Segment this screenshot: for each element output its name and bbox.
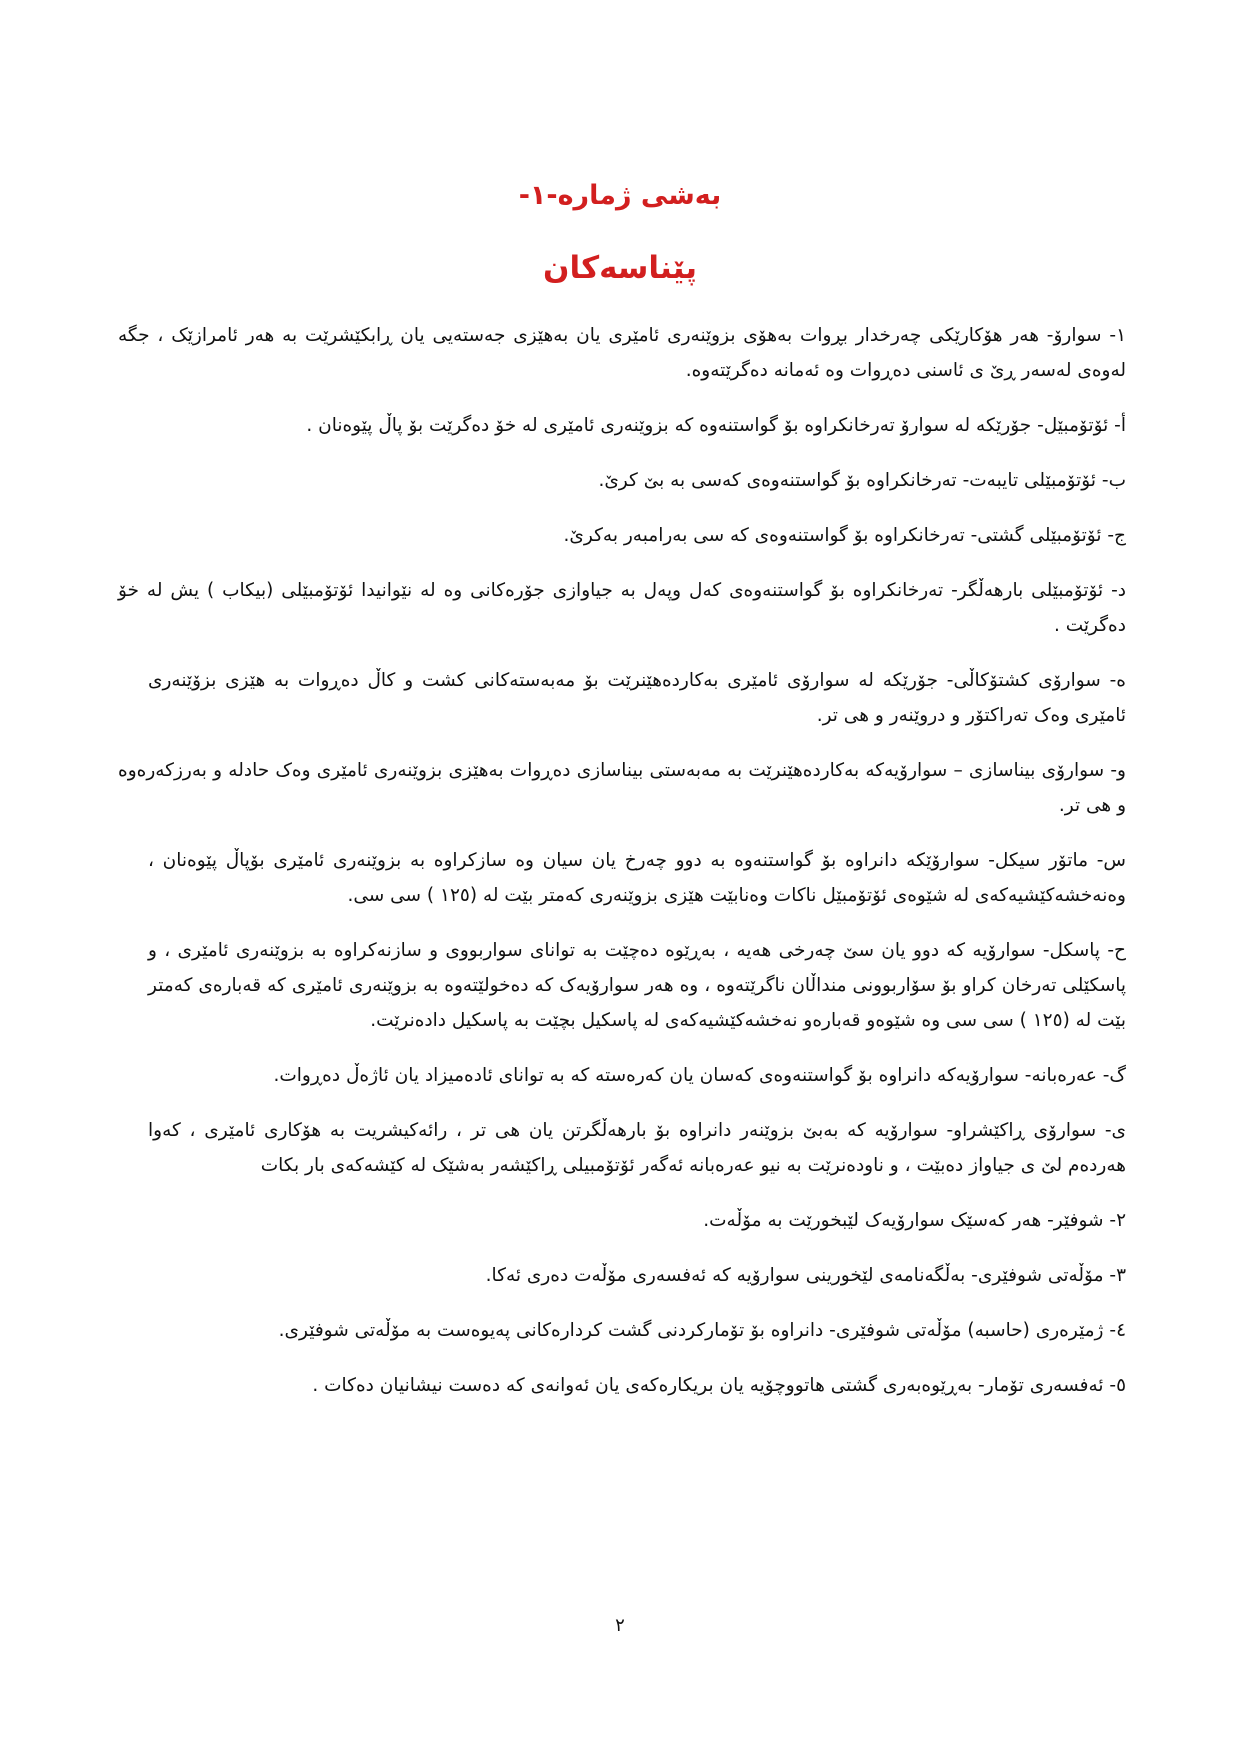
paragraph-a: أ- ئۆتۆمبێل- جۆرێکە لە سوارۆ تەرخانکراوە بۆ گواستنەوە کە بزوێنەری ئامێری لە خۆ دەگرێت بۆ پاڵ پێوەنان . <box>306 415 1126 436</box>
paragraph-5: ٥- ئەفسەری تۆمار- بەڕێوەبەری گشتی هاتووچۆیە یان بریکارەکەی یان ئەوانەی کە دەست نیشانیان دەکات . <box>312 1375 1126 1396</box>
paragraph-1: ١- سوارۆ- هەر هۆکارێکی چەرخدار بڕوات بەهۆی بزوێنەری ئامێری یان بەهێزی جەستەیی یان ڕابکێشرێت بە هەر ئامرازێک ، جگە لەوەی لەسەر ڕێ ی ئاسنی دەڕوات وە ئەمانە دەگرێتەوە. <box>118 325 1126 381</box>
section-heading: بەشی ژمارە-١- <box>518 180 722 211</box>
paragraph-g: گ- عەرەبانە- سوارۆیەکە دانراوە بۆ گواستنەوەی کەسان یان کەرەستە کە بە توانای ئادەمیزاد یان ئاژەڵ دەڕوات. <box>273 1065 1126 1086</box>
page-number: ٢ <box>615 1615 625 1636</box>
paragraph-b: ب- ئۆتۆمبێلی تایبەت- تەرخانکراوە بۆ گواستنەوەی کەسی بە بێ کرێ. <box>598 470 1126 491</box>
document-body <box>118 318 1126 1423</box>
paragraph-s: س- ماتۆر سیکل- سوارۆێکە دانراوە بۆ گواستنەوە بە دوو چەرخ یان سیان وە سازکراوە بە بزوێنەری ئامێری بۆپاڵ پێوەنان ، وەنەخشەکێشیەکەی لە شێوەی ئۆتۆمبێل ناکات وەنابێت هێزی بزوێنەری کەمتر بێت لە (١٢٥ ) سی سی. <box>148 850 1126 906</box>
paragraph-y: ی- سوارۆی ڕاکێشراو- سوارۆیە کە بەبێ بزوێنەر دانراوە بۆ بارهەڵگرتن یان هی تر ، رائەکیشریت بە هۆکاری ئامێری ، کەوا هەردەم لێ ی جیاواز دەبێت ، و ناودەنرێت بە نیو عەرەبانە ئەگەر ئۆتۆمبیلی ڕاکێشەر بەشێک لە کێشەکەی بار بکات <box>148 1120 1126 1176</box>
paragraph-h: ح- پاسکل- سوارۆیە کە دوو یان سێ چەرخی هەیە ، بەڕێوە دەچێت بە توانای سواربووی و سازنەکراوە بە بزوێنەری ئامێری ، و پاسکێلی تەرخان کراو بۆ سۆاربوونی منداڵان ناگرێتەوە ، وە هەر سوارۆیەک کە دەخولێتەوە بە بزوێنەری ئامێری کە قەبارەی کەمتر بێت لە (١٢٥ ) سی سی وە شێوەو قەبارەو نەخشەکێشیەکەی لە پاسکیل بچێت بە پاسکیل دادەنرێت. <box>148 940 1126 1031</box>
paragraph-c: ج- ئۆتۆمبێلی گشتی- تەرخانکراوە بۆ گواستنەوەی کە سی بەرامبەر بەکرێ. <box>563 525 1126 546</box>
definitions-heading: پێناسەکان <box>542 250 697 286</box>
paragraph-w: و- سوارۆی بیناسازی – سوارۆیەکە بەکاردەهێنرێت بە مەبەستی بیناسازی دەڕوات بەهێزی بزوێنەری ئامێری وەک حادلە و بەرزکەرەوە و هی تر. <box>118 760 1126 816</box>
paragraph-e: ە- سوارۆی کشتۆکاڵی- جۆرێکە لە سوارۆی ئامێری بەکاردەهێنرێت بۆ مەبەستەکانی کشت و کاڵ دەڕوات بە هێزی بزۆێنەری ئامێری وەک تەراکتۆر و دروێنەر و هی تر. <box>148 670 1126 726</box>
paragraph-2: ٢- شوفێر- هەر کەسێک سوارۆیەک لێبخورێت بە مۆڵەت. <box>703 1210 1126 1231</box>
paragraph-4: ٤- ژمێرەری (حاسبە) مۆڵەتی شوفێری- دانراوە بۆ تۆمارکردنی گشت کردارەکانی پەیوەست بە مۆڵەتی شوفێری. <box>278 1320 1126 1341</box>
paragraph-3: ٣- مۆڵەتی شوفێری- بەڵگەنامەی لێخورینی سوارۆیە کە ئەفسەری مۆڵەت دەری ئەکا. <box>485 1265 1126 1286</box>
paragraph-d: د- ئۆتۆمبێلی بارهەڵگر- تەرخانکراوە بۆ گواستنەوەی کەل وپەل بە جیاوازی جۆرەکانی وە لە نێوانیدا ئۆتۆمبێلی (بیکاب ) یش لە خۆ دەگرێت . <box>118 580 1126 636</box>
